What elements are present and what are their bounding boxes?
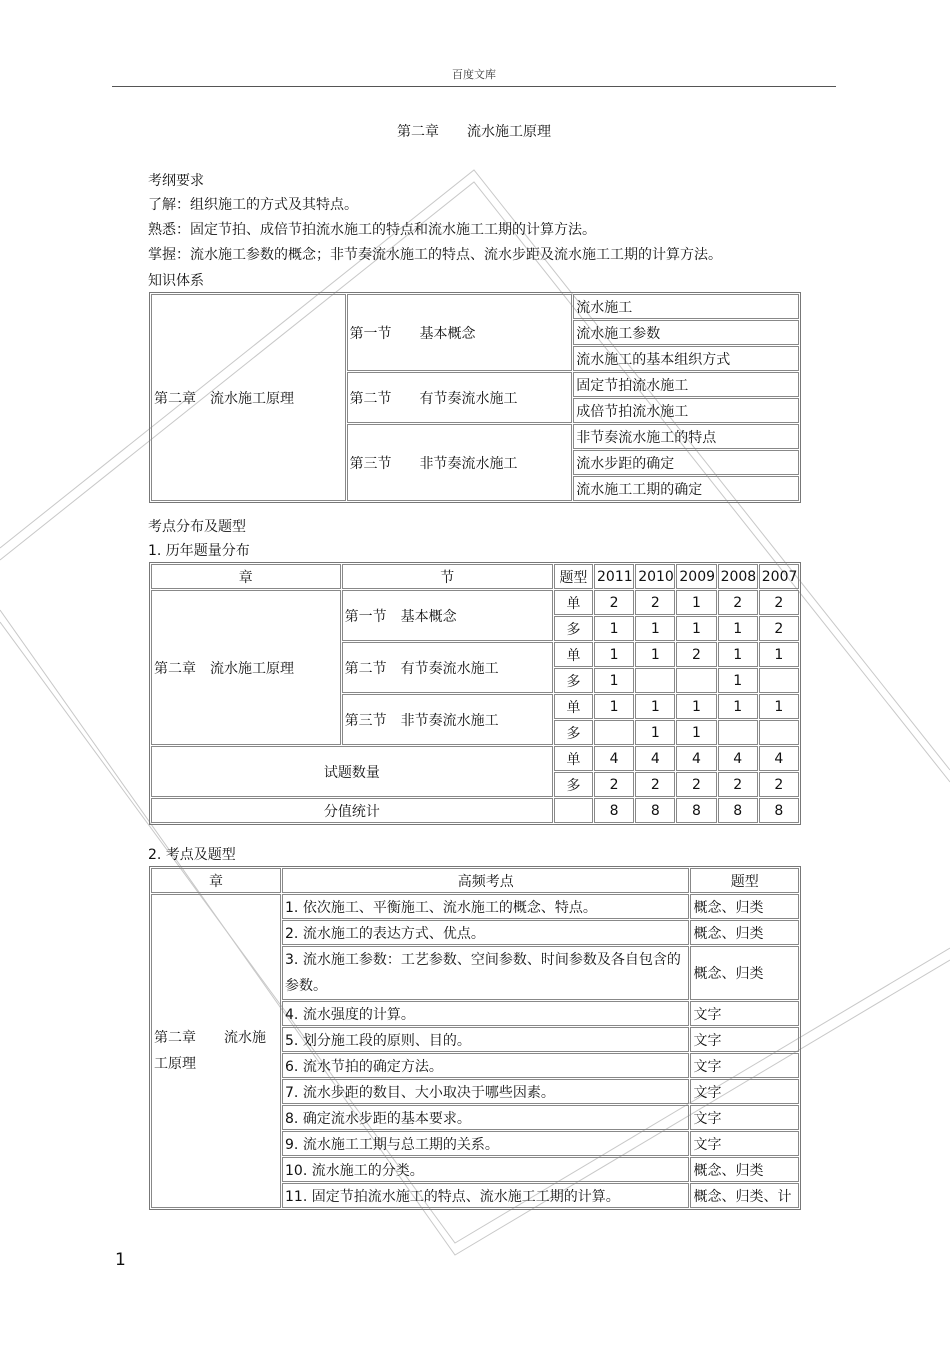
knowledge-section: 第一节 基本概念 [347, 294, 573, 371]
col-header-type: 题型 [690, 868, 799, 893]
knowledge-heading: 知识体系 [148, 273, 204, 289]
count-value: 2 [759, 772, 799, 797]
point-type: 文字 [690, 1053, 799, 1078]
dist-value [718, 720, 758, 745]
dist-value: 1 [594, 616, 634, 641]
col-header-type: 题型 [554, 564, 593, 589]
point-type: 文字 [690, 1079, 799, 1104]
dist-chapter: 第二章 流水施工原理 [151, 590, 341, 745]
dist-value: 1 [718, 642, 758, 667]
point-type: 文字 [690, 1105, 799, 1130]
count-label: 试题数量 [151, 746, 553, 797]
point-type: 文字 [690, 1027, 799, 1052]
col-header-point: 高频考点 [282, 868, 689, 893]
dist-section: 第二节 有节奏流水施工 [342, 642, 553, 693]
score-value: 8 [594, 798, 634, 823]
dist-value: 1 [718, 668, 758, 693]
points-subheading: 2. 考点及题型 [148, 847, 236, 863]
dist-value: 2 [635, 590, 675, 615]
dist-value: 1 [635, 720, 675, 745]
point-type: 概念、归类 [690, 1157, 799, 1182]
type-single: 单 [554, 694, 593, 719]
score-value: 8 [759, 798, 799, 823]
point-text: 10. 流水施工的分类。 [282, 1157, 689, 1182]
col-header-year: 2009 [676, 564, 716, 589]
header-rule [112, 86, 836, 87]
score-value: 8 [635, 798, 675, 823]
dist-value: 1 [594, 668, 634, 693]
page-number: 1 [115, 1250, 126, 1270]
point-text: 4. 流水强度的计算。 [282, 1001, 689, 1026]
requirements-heading: 考纲要求 [148, 173, 204, 189]
knowledge-item: 流水施工工期的确定 [573, 476, 799, 501]
dist-value: 1 [759, 694, 799, 719]
type-multi: 多 [554, 668, 593, 693]
count-value: 4 [676, 746, 716, 771]
col-header-chapter: 章 [151, 868, 281, 893]
point-text: 2. 流水施工的表达方式、优点。 [282, 920, 689, 945]
dist-value: 2 [676, 642, 716, 667]
dist-value: 2 [594, 590, 634, 615]
knowledge-item: 流水施工 [573, 294, 799, 319]
point-text: 11. 固定节拍流水施工的特点、流水施工工期的计算。 [282, 1183, 689, 1208]
dist-value: 1 [676, 694, 716, 719]
dist-section: 第一节 基本概念 [342, 590, 553, 641]
dist-value: 2 [718, 590, 758, 615]
dist-value: 1 [635, 694, 675, 719]
point-type: 概念、归类 [690, 894, 799, 919]
point-type: 概念、归类 [690, 946, 799, 1000]
knowledge-item: 流水步距的确定 [573, 450, 799, 475]
count-value: 2 [594, 772, 634, 797]
dist-value: 1 [759, 642, 799, 667]
col-header-year: 2007 [759, 564, 799, 589]
score-value: 8 [718, 798, 758, 823]
col-header-year: 2011 [594, 564, 634, 589]
count-value: 4 [635, 746, 675, 771]
point-text: 9. 流水施工工期与总工期的关系。 [282, 1131, 689, 1156]
count-value: 4 [594, 746, 634, 771]
point-text: 3. 流水施工参数：工艺参数、空间参数、时间参数及各自包含的参数。 [282, 946, 689, 1000]
point-text: 1. 依次施工、平衡施工、流水施工的概念、特点。 [282, 894, 689, 919]
requirement-familiar: 熟悉：固定节拍、成倍节拍流水施工的特点和流水施工工期的计算方法。 [148, 222, 596, 238]
page-header: 百度文库 [452, 68, 496, 81]
distribution-heading: 考点分布及题型 [148, 519, 246, 535]
col-header-year: 2010 [635, 564, 675, 589]
dist-value: 1 [635, 616, 675, 641]
points-chapter: 第二章 流水施工原理 [151, 894, 281, 1208]
chapter-title: 第二章 流水施工原理 [397, 124, 551, 140]
type-single: 单 [554, 746, 593, 771]
type-single: 单 [554, 590, 593, 615]
point-type: 概念、归类、计 [690, 1183, 799, 1208]
dist-value: 1 [718, 616, 758, 641]
distribution-table [149, 562, 801, 825]
dist-value [635, 668, 675, 693]
dist-value: 1 [676, 720, 716, 745]
dist-value: 1 [718, 694, 758, 719]
requirement-master: 掌握：流水施工参数的概念；非节奏流水施工的特点、流水步距及流水施工工期的计算方法。 [148, 247, 722, 263]
point-text: 5. 划分施工段的原则、目的。 [282, 1027, 689, 1052]
knowledge-item: 流水施工参数 [573, 320, 799, 345]
count-value: 4 [759, 746, 799, 771]
score-type-empty [554, 798, 593, 823]
dist-value: 1 [676, 616, 716, 641]
dist-value [759, 720, 799, 745]
knowledge-section: 第二节 有节奏流水施工 [347, 372, 573, 423]
point-type: 文字 [690, 1001, 799, 1026]
distribution-subheading: 1. 历年题量分布 [148, 543, 250, 559]
type-multi: 多 [554, 720, 593, 745]
point-type: 文字 [690, 1131, 799, 1156]
score-value: 8 [676, 798, 716, 823]
type-multi: 多 [554, 772, 593, 797]
dist-value: 1 [594, 642, 634, 667]
point-text: 8. 确定流水步距的基本要求。 [282, 1105, 689, 1130]
count-value: 4 [718, 746, 758, 771]
knowledge-item: 固定节拍流水施工 [573, 372, 799, 397]
col-header-year: 2008 [718, 564, 758, 589]
col-header-section: 节 [342, 564, 553, 589]
knowledge-item: 流水施工的基本组织方式 [573, 346, 799, 371]
knowledge-chapter: 第二章 流水施工原理 [151, 294, 346, 501]
knowledge-section: 第三节 非节奏流水施工 [347, 424, 573, 501]
requirement-understand: 了解：组织施工的方式及其特点。 [148, 197, 358, 213]
dist-value [759, 668, 799, 693]
dist-value: 2 [759, 616, 799, 641]
count-value: 2 [718, 772, 758, 797]
dist-value [594, 720, 634, 745]
dist-value: 2 [759, 590, 799, 615]
dist-value: 1 [594, 694, 634, 719]
knowledge-table [149, 292, 801, 503]
dist-value: 1 [635, 642, 675, 667]
score-label: 分值统计 [151, 798, 553, 823]
count-value: 2 [635, 772, 675, 797]
col-header-chapter: 章 [151, 564, 341, 589]
points-table [149, 866, 801, 1210]
point-text: 7. 流水步距的数目、大小取决于哪些因素。 [282, 1079, 689, 1104]
knowledge-item: 非节奏流水施工的特点 [573, 424, 799, 449]
type-single: 单 [554, 642, 593, 667]
point-type: 概念、归类 [690, 920, 799, 945]
type-multi: 多 [554, 616, 593, 641]
dist-value [676, 668, 716, 693]
dist-section: 第三节 非节奏流水施工 [342, 694, 553, 745]
point-text: 6. 流水节拍的确定方法。 [282, 1053, 689, 1078]
dist-value: 1 [676, 590, 716, 615]
knowledge-item: 成倍节拍流水施工 [573, 398, 799, 423]
count-value: 2 [676, 772, 716, 797]
